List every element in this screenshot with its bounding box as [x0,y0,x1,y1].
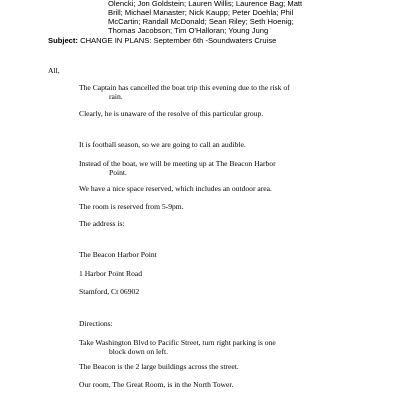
paragraph-5: We have a nice space reserved, which includes an outdoor area. [79,184,272,193]
paragraph-6: The room is reserved from 5-9pm. [79,202,184,211]
salutation: All, [48,66,60,75]
address-line-1: The Beacon Harbor Point [79,250,157,259]
direction-3: Our room, The Great Room, is in the North Tower. [79,380,234,389]
direction-1-line-2: block down on left. [109,347,169,356]
paragraph-3: It is football season, so we are going to call an audible. [79,140,246,149]
address-line-3: Stamford, Ct 06902 [79,287,140,296]
address-line-2: 1 Harbor Point Road [79,269,143,278]
directions-heading: Directions: [79,319,113,328]
recipients-line-2: Brill; Michael Manaster; Nick Kaupp; Peter Doehla; Phil [108,8,294,17]
recipients-line-3: McCartin; Randall McDonald; Sean Riley; Seth Hoenig; [108,17,294,26]
direction-2: The Beacon is the 2 large buildings across the street. [79,362,239,371]
subject-row [48,37,276,46]
paragraph-7: The address is: [79,219,125,228]
subject-label: Subject: [48,36,78,45]
paragraph-4-line-2: Point. [109,168,127,177]
paragraph-1-line-1: The Captain has cancelled the boat trip this evening due to the risk of [79,83,290,92]
recipients-line-4: Thomas Jacobson; Tim O'Halloran; Young Jung [108,26,269,35]
direction-1-line-1: Take Washington Blvd to Pacific Street, turn right parking is one [79,338,276,347]
paragraph-4-line-1: Instead of the boat, we will be meeting up at The Beacon Harbor [79,159,276,168]
paragraph-2: Clearly, he is unaware of the resolve of this particular group. [79,109,264,118]
email-header [0,0,400,45]
subject-value: CHANGE IN PLANS: September 6th -Soundwaters Cruise [80,36,277,45]
paragraph-1-line-2: rain. [109,92,123,101]
recipients-line-1: Olencki; Jon Goldstein; Lauren Willis; Laurence Bag; Matt [108,0,303,8]
